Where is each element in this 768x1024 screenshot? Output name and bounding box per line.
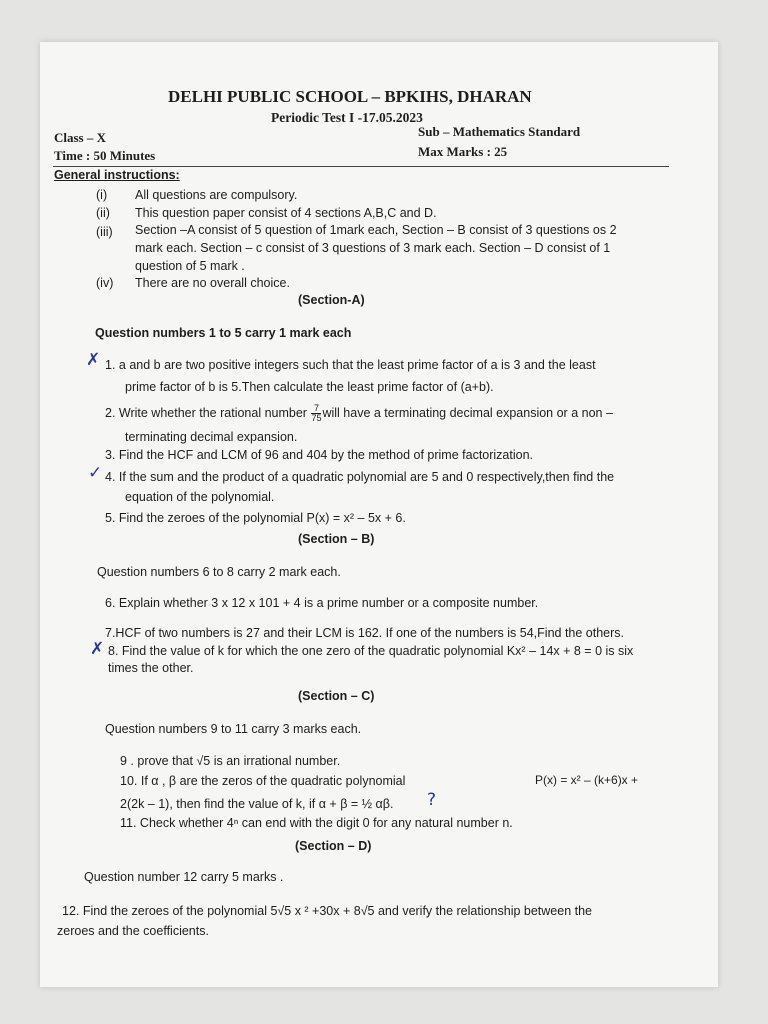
section-c-note: Question numbers 9 to 11 carry 3 marks each. xyxy=(105,722,362,736)
question-1: 1. a and b are two positive integers such that the least prime factor of a is 3 and the least xyxy=(105,358,596,372)
cross-mark: ✗ xyxy=(86,350,101,370)
instruction-text: question of 5 mark . xyxy=(135,259,245,273)
question-3: 3. Find the HCF and LCM of 96 and 404 by the method of prime factorization. xyxy=(105,448,534,462)
instruction-text: Section –A consist of 5 question of 1mark each, Section – B consist of 3 questions os 2 xyxy=(135,223,617,237)
section-d-title: (Section – D) xyxy=(295,839,372,853)
cross-mark: ✗ xyxy=(90,639,105,659)
instruction-text: mark each. Section – c consist of 3 questions of 3 mark each. Section – D consist of 1 xyxy=(135,241,611,255)
max-marks-label: Max Marks : 25 xyxy=(418,144,508,159)
school-name: DELHI PUBLIC SCHOOL – BPKIHS, DHARAN xyxy=(168,87,532,106)
question-8: 8. Find the value of k for which the one zero of the quadratic polynomial Kx² – 14x + 8 = 0 is six xyxy=(108,644,634,658)
question-10-polynomial: P(x) = x² – (k+6)x + xyxy=(535,773,639,787)
question-1-cont: prime factor of b is 5.Then calculate the least prime factor of (a+b). xyxy=(125,380,494,394)
section-c-title: (Section – C) xyxy=(298,689,375,703)
section-d-note: Question number 12 carry 5 marks . xyxy=(84,870,284,884)
question-8-cont: times the other. xyxy=(108,661,194,675)
question-10-cont: 2(2k – 1), then find the value of k, if α + β = ½ αβ. xyxy=(120,797,394,811)
section-a-note: Question numbers 1 to 5 carry 1 mark each xyxy=(95,326,352,340)
question-12: 12. Find the zeroes of the polynomial 5√5 x ² +30x + 8√5 and verify the relationship between the xyxy=(62,904,593,918)
check-mark: ✓ xyxy=(88,463,103,483)
section-a-title: (Section-A) xyxy=(298,293,365,307)
subject-label: Sub – Mathematics Standard xyxy=(418,124,581,139)
question-7: 7.HCF of two numbers is 27 and their LCM is 162. If one of the numbers is 54,Find the others. xyxy=(105,626,625,640)
instruction-text: There are no overall choice. xyxy=(135,276,290,290)
question-4: 4. If the sum and the product of a quadratic polynomial are 5 and 0 respectively,then find the xyxy=(105,470,615,484)
question-9: 9 . prove that √5 is an irrational number. xyxy=(120,754,341,768)
question-4-cont: equation of the polynomial. xyxy=(125,490,275,504)
instruction-num: (i) xyxy=(96,188,108,202)
class-label: Class – X xyxy=(54,130,107,145)
question-2: 2. Write whether the rational number $\frac{7}{75}$ will have a terminating decimal expansion or a non – xyxy=(105,403,613,423)
question-11: 11. Check whether 4ⁿ can end with the digit 0 for any natural number n. xyxy=(120,816,513,830)
instruction-num: (ii) xyxy=(96,206,110,220)
question-10: 10. If α , β are the zeros of the quadratic polynomial xyxy=(120,774,406,788)
question-2-cont: terminating decimal expansion. xyxy=(125,430,298,444)
question-6: 6. Explain whether 3 x 12 x 101 + 4 is a prime number or a composite number. xyxy=(105,596,539,610)
instruction-text: All questions are compulsory. xyxy=(135,188,298,202)
time-label: Time : 50 Minutes xyxy=(54,148,156,163)
test-title: Periodic Test I -17.05.2023 xyxy=(271,110,423,125)
question-mark: ? xyxy=(427,790,437,810)
instruction-num: (iv) xyxy=(96,276,114,290)
instructions-title: General instructions: xyxy=(54,168,180,182)
section-b-note: Question numbers 6 to 8 carry 2 mark each. xyxy=(97,565,341,579)
instruction-text: This question paper consist of 4 sections A,B,C and D. xyxy=(135,206,437,220)
question-5: 5. Find the zeroes of the polynomial P(x) = x² – 5x + 6. xyxy=(105,511,406,525)
header-divider xyxy=(53,166,669,167)
question-12-cont: zeroes and the coefficients. xyxy=(57,924,209,938)
section-b-title: (Section – B) xyxy=(298,532,375,546)
instruction-num: (iii) xyxy=(96,225,113,239)
